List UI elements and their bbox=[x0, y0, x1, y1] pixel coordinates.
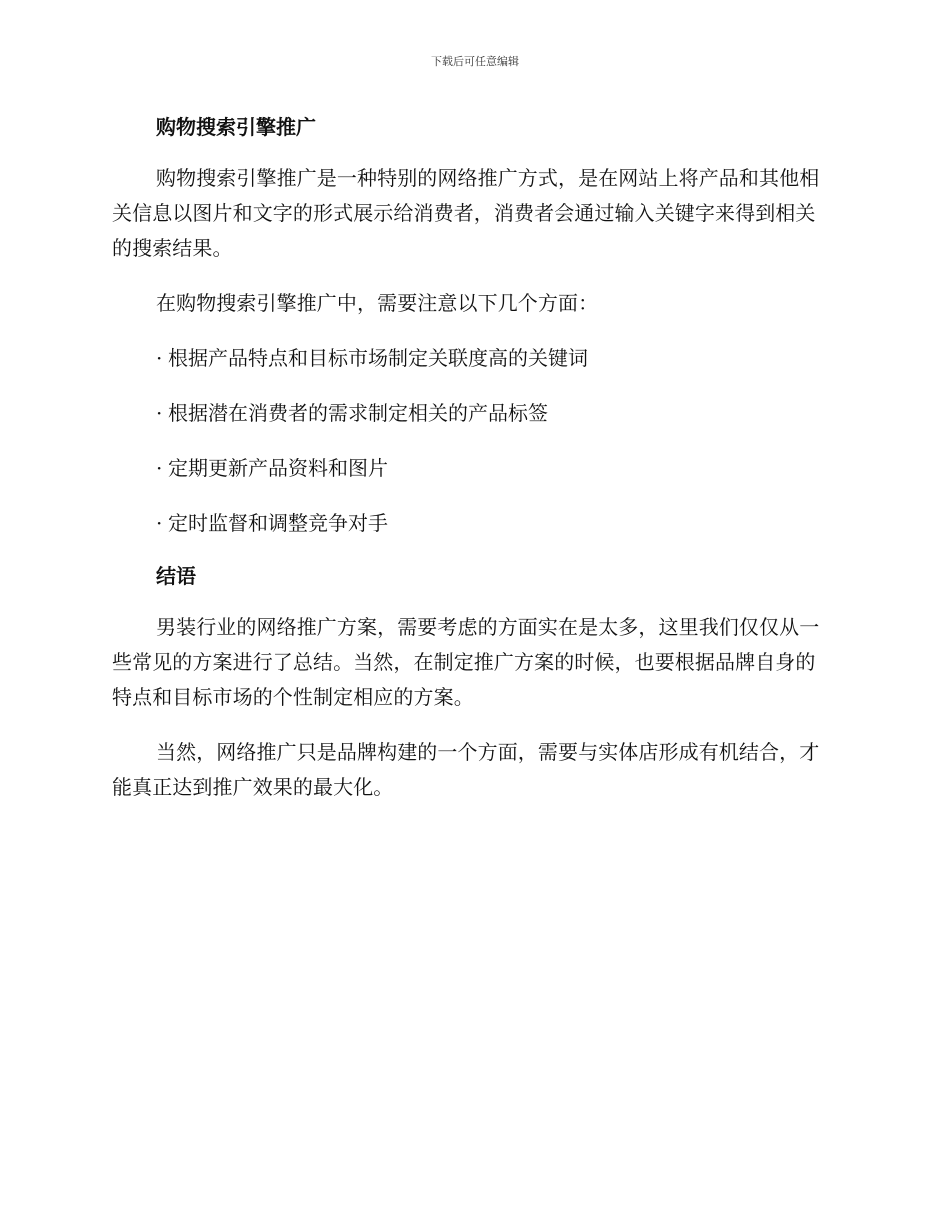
section-title-conclusion: 结语 bbox=[156, 564, 196, 588]
list-item-text: 根据潜在消费者的需求制定相关的产品标签 bbox=[168, 401, 548, 425]
list-item-text: 根据产品特点和目标市场制定关联度高的关键词 bbox=[168, 346, 588, 370]
bullet-marker: · bbox=[156, 511, 163, 535]
document-content bbox=[112, 112, 832, 825]
list-item-text: 定时监督和调整竞争对手 bbox=[168, 511, 388, 535]
paragraph-conclusion-summary: 男装行业的网络推广方案，需要考虑的方面实在是太多，这里我们仅仅从一些常见的方案进行了总结。当然，在制定推广方案的时候，也要根据品牌自身的特点和目标市场的个性制定相应的方案。 bbox=[112, 615, 820, 709]
considerations-list bbox=[112, 341, 832, 541]
page-header-note: 下载后可任意编辑 bbox=[431, 55, 519, 68]
paragraph-conclusion-note: 当然，网络推广只是品牌构建的一个方面，需要与实体店形成有机结合，才能真正达到推广效果的最大化。 bbox=[112, 740, 820, 799]
list-item bbox=[112, 396, 832, 431]
list-item-text: 定期更新产品资料和图片 bbox=[168, 456, 388, 480]
section-title-shopping-search: 购物搜索引擎推广 bbox=[156, 115, 316, 139]
bullet-marker: · bbox=[156, 401, 163, 425]
bullet-marker: · bbox=[156, 346, 163, 370]
list-item bbox=[112, 506, 832, 541]
bullet-marker: · bbox=[156, 456, 163, 480]
list-item bbox=[112, 341, 832, 376]
list-item bbox=[112, 451, 832, 486]
paragraph-considerations: 在购物搜索引擎推广中，需要注意以下几个方面： bbox=[156, 291, 599, 315]
paragraph-intro: 购物搜索引擎推广是一种特别的网络推广方式，是在网站上将产品和其他相关信息以图片和文字的形式展示给消费者，消费者会通过输入关键字来得到相关的搜索结果。 bbox=[112, 166, 820, 260]
